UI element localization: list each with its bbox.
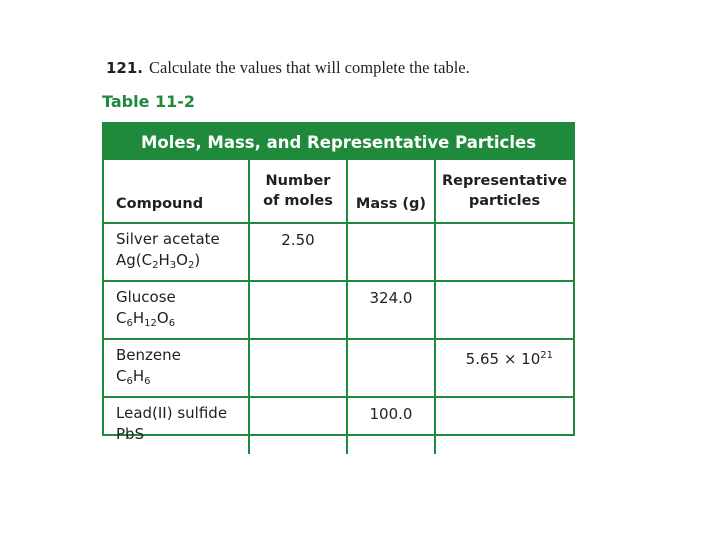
header-moles-line1: Number bbox=[265, 173, 331, 189]
moles-cell bbox=[249, 223, 347, 281]
mass-cell bbox=[347, 339, 435, 397]
mass-cell bbox=[347, 281, 435, 339]
moles-cell bbox=[249, 339, 347, 397]
header-particles-line1: Representative bbox=[441, 173, 568, 189]
compound-cell bbox=[104, 339, 249, 397]
header-row bbox=[104, 160, 573, 223]
data-table bbox=[102, 122, 575, 443]
compound-formula: PbS bbox=[116, 425, 145, 443]
mass-value bbox=[348, 224, 434, 230]
header-moles bbox=[249, 160, 347, 223]
header-compound: Compound bbox=[104, 160, 249, 223]
particles-value bbox=[436, 398, 573, 404]
compound-cell bbox=[104, 281, 249, 339]
mass-value bbox=[348, 340, 434, 346]
moles-cell bbox=[249, 397, 347, 454]
table-row bbox=[104, 397, 573, 454]
compound-cell bbox=[104, 397, 249, 454]
moles-value bbox=[250, 398, 346, 404]
particles-mantissa: 5.65 × 10 bbox=[465, 350, 541, 368]
particles-exponent: 21 bbox=[540, 350, 553, 361]
moles-value bbox=[250, 282, 346, 288]
compound-formula: $C_6H_{12}O_6$ bbox=[116, 309, 176, 329]
particles-cell bbox=[435, 281, 573, 339]
table-grid bbox=[104, 160, 573, 454]
mass-value: 324.0 bbox=[369, 289, 413, 307]
question-prompt bbox=[106, 58, 470, 78]
compound-name: Glucose bbox=[116, 288, 176, 306]
compound-name: Benzene bbox=[116, 346, 181, 364]
mass-cell bbox=[347, 223, 435, 281]
compound-formula: $Ag(C_2H_3O_2)$ bbox=[116, 251, 201, 271]
table-row bbox=[104, 223, 573, 281]
compound-formula: $C_6H_6$ bbox=[116, 367, 151, 387]
table-row bbox=[104, 339, 573, 397]
header-moles-line2: of moles bbox=[263, 193, 333, 209]
particles-value bbox=[436, 282, 573, 288]
question-text: Calculate the values that will complete the table. bbox=[149, 58, 470, 77]
moles-cell bbox=[249, 281, 347, 339]
particles-value bbox=[436, 340, 573, 369]
particles-cell bbox=[435, 397, 573, 454]
header-mass: Mass (g) bbox=[347, 160, 435, 223]
compound-cell bbox=[104, 223, 249, 281]
header-particles-line2: particles bbox=[468, 193, 541, 209]
header-particles bbox=[435, 160, 573, 223]
compound-name: Silver acetate bbox=[116, 230, 220, 248]
mass-value: 100.0 bbox=[369, 405, 413, 423]
question-number: 121. bbox=[106, 59, 144, 77]
particles-cell bbox=[435, 339, 573, 397]
moles-value bbox=[250, 340, 346, 346]
mass-cell bbox=[347, 397, 435, 454]
table-banner: Moles, Mass, and Representative Particles bbox=[104, 124, 573, 160]
table-label: Table 11-2 bbox=[102, 92, 196, 111]
particles-cell bbox=[435, 223, 573, 281]
compound-name: Lead(II) sulfide bbox=[116, 404, 228, 422]
table-row bbox=[104, 281, 573, 339]
moles-value: 2.50 bbox=[281, 231, 315, 249]
particles-value bbox=[436, 224, 573, 230]
